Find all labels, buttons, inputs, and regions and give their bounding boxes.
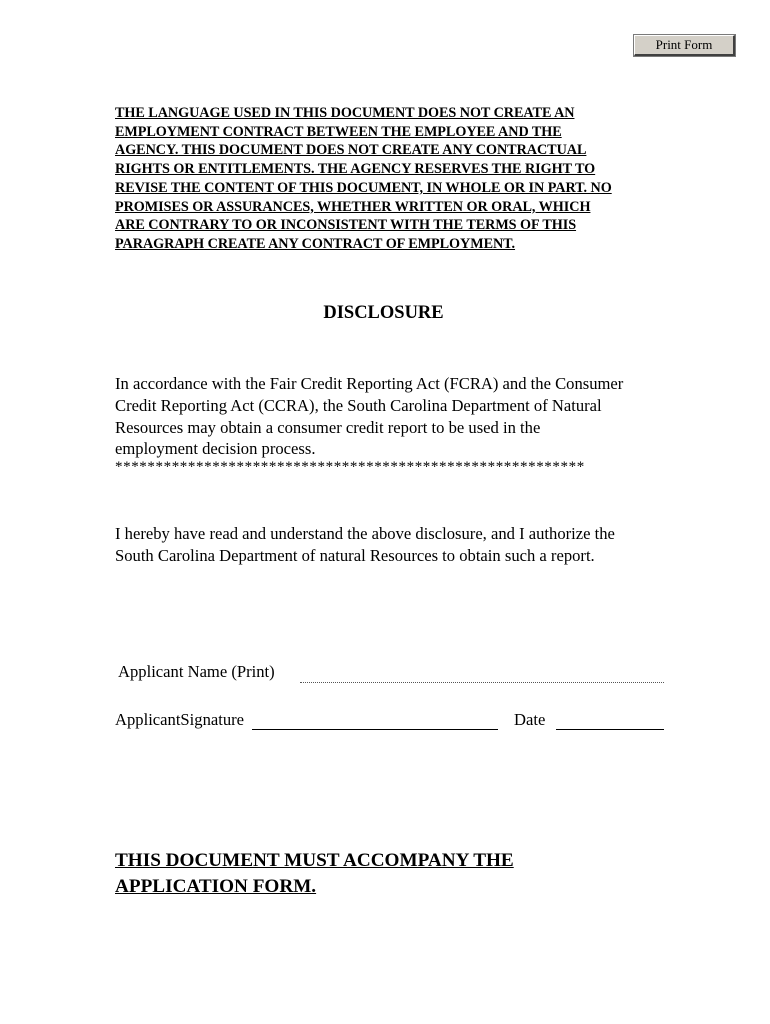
disclosure-line: Resources may obtain a consumer credit report to be used in the [115,417,541,437]
print-form-button[interactable]: Print Form [634,35,735,56]
authorization-line: South Carolina Department of natural Resources to obtain such a report. [115,545,595,565]
disclosure-paragraph [115,373,675,460]
applicant-signature-label: ApplicantSignature [115,710,245,729]
notice-line: REVISE THE CONTENT OF THIS DOCUMENT, IN WHOLE OR IN PART. NO [115,179,612,196]
date-label: Date [514,710,546,729]
footer-line: APPLICATION FORM. [115,876,317,897]
applicant-name-label: Applicant Name (Print) [118,662,275,681]
employment-notice [115,104,675,254]
notice-line: AGENCY. THIS DOCUMENT DOES NOT CREATE ANY CONTRACTUAL [115,142,587,159]
notice-line: PROMISES OR ASSURANCES, WHETHER WRITTEN OR ORAL, WHICH [115,198,591,215]
notice-line: THE LANGUAGE USED IN THIS DOCUMENT DOES NOT CREATE AN [115,105,575,121]
authorization-line: I hereby have read and understand the above disclosure, and I authorize the [115,524,615,543]
disclosure-line: Credit Reporting Act (CCRA), the South Carolina Department of Natural [115,395,602,415]
asterisk-separator: ********************************************************** [115,459,585,475]
date-field[interactable] [556,729,664,730]
footer-line: THIS DOCUMENT MUST ACCOMPANY THE [115,850,514,871]
page-title [0,303,770,324]
notice-line: EMPLOYMENT CONTRACT BETWEEN THE EMPLOYEE AND THE [115,123,562,140]
applicant-signature-field[interactable] [252,729,498,730]
disclosure-line: employment decision process. [115,439,316,459]
notice-line: RIGHTS OR ENTITLEMENTS. THE AGENCY RESERVES THE RIGHT TO [115,161,596,178]
authorization-paragraph [115,523,675,567]
disclosure-line: In accordance with the Fair Credit Reporting Act (FCRA) and the Consumer [115,374,624,393]
notice-line: ARE CONTRARY TO OR INCONSISTENT WITH THE TERMS OF THIS [115,217,577,234]
applicant-name-field[interactable] [300,682,664,683]
page-title-text: DISCLOSURE [323,303,444,323]
notice-line: PARAGRAPH CREATE ANY CONTRACT OF EMPLOYMENT. [115,235,516,252]
footer-notice [115,848,514,900]
